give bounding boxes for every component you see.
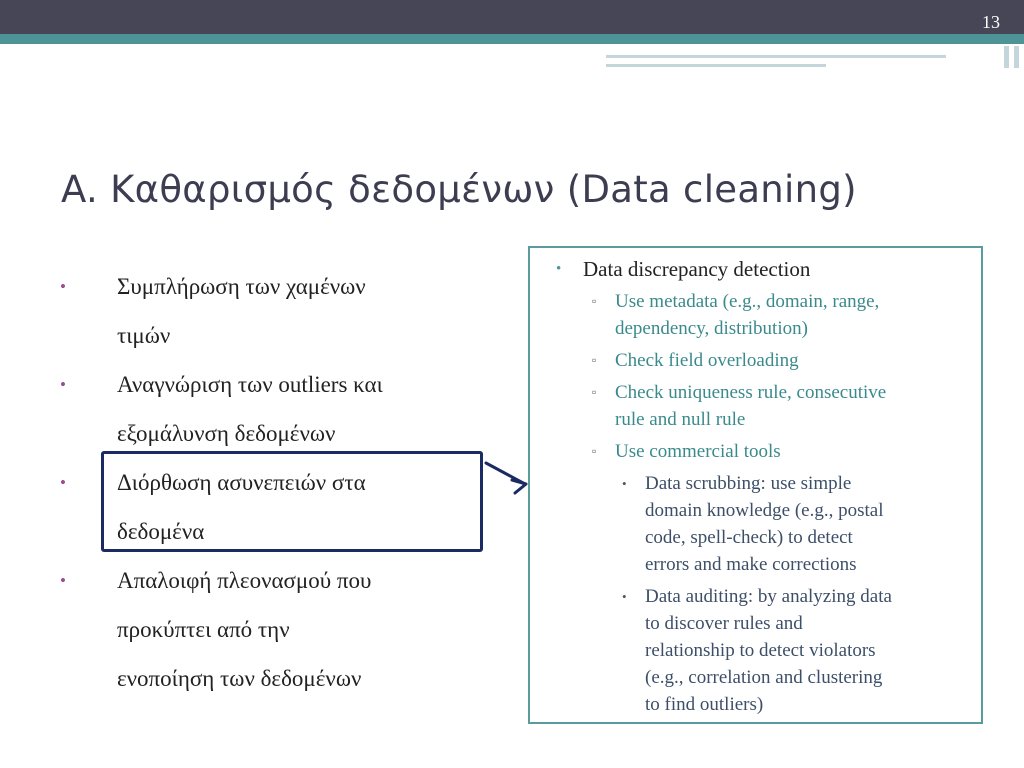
detail-item-line: dependency, distribution) xyxy=(615,318,808,339)
decorative-line xyxy=(606,64,826,67)
bullet-icon: • xyxy=(622,476,627,491)
list-item xyxy=(60,360,500,458)
detail-item-line: Check field overloading xyxy=(615,350,799,371)
list-item-line: εξομάλυνση δεδομένων xyxy=(117,421,336,446)
list-item xyxy=(60,262,500,360)
square-bullet-icon: ▫ xyxy=(592,444,597,458)
detail-subitem-line: Data auditing: by analyzing data xyxy=(645,586,892,607)
detail-subitem-line: Data scrubbing: use simple xyxy=(645,473,852,494)
detail-subitem-line: code, spell-check) to detect xyxy=(645,527,853,548)
list-item-line: δεδομένα xyxy=(117,519,205,544)
detail-subitem-line: domain knowledge (e.g., postal xyxy=(645,500,884,521)
list-item-line: Αναγνώριση των outliers και xyxy=(117,372,383,397)
header-band xyxy=(0,0,1024,34)
square-bullet-icon: ▫ xyxy=(592,385,597,399)
detail-item-line: Check uniqueness rule, consecutive xyxy=(615,382,887,403)
slide-number: 13 xyxy=(982,12,1000,32)
square-bullet-icon: ▫ xyxy=(592,294,597,308)
list-item-line: τιμών xyxy=(117,323,171,348)
decorative-line xyxy=(606,55,946,58)
detail-item xyxy=(530,288,971,342)
detail-item xyxy=(530,347,971,374)
detail-subitem-line: (e.g., correlation and clustering xyxy=(645,667,883,688)
list-item-line: Συμπλήρωση των χαμένων xyxy=(117,274,366,299)
detail-item xyxy=(530,379,971,433)
square-bullet-icon: ▫ xyxy=(592,353,597,367)
detail-subitem-line: errors and make corrections xyxy=(645,554,857,575)
bullet-icon: • xyxy=(60,277,66,296)
detail-subitem xyxy=(530,583,971,718)
bullet-icon: • xyxy=(60,375,66,394)
accent-band xyxy=(0,34,1024,44)
list-item-line: Διόρθωση ασυνεπειών στα xyxy=(117,470,366,495)
detail-subitem-line: to discover rules and xyxy=(645,613,803,634)
detail-item-line: rule and null rule xyxy=(615,409,746,430)
list-item-line: ενοποίηση των δεδομένων xyxy=(117,666,362,691)
detail-subitem-line: to find outliers) xyxy=(645,694,764,715)
details-box xyxy=(528,246,983,724)
detail-subitem-line: relationship to detect violators xyxy=(645,640,876,661)
bullet-icon: • xyxy=(60,571,66,590)
list-item-line: προκύπτει από την xyxy=(117,617,290,642)
bullet-icon: • xyxy=(622,589,627,604)
list-item-line: Απαλοιφή πλεονασμού που xyxy=(117,568,372,593)
detail-heading-text: Data discrepancy detection xyxy=(583,257,811,281)
detail-subitem xyxy=(530,470,971,578)
detail-heading xyxy=(530,256,971,282)
slide-title: A. Καθαρισμός δεδομένων (Data cleaning) xyxy=(61,168,857,211)
decorative-bar xyxy=(1004,46,1009,68)
detail-item-line: Use commercial tools xyxy=(615,441,781,462)
decorative-bar xyxy=(1014,46,1019,68)
highlight-box xyxy=(101,451,483,552)
detail-item-line: Use metadata (e.g., domain, range, xyxy=(615,291,880,312)
list-item xyxy=(60,556,500,703)
arrow-icon xyxy=(484,460,532,498)
bullet-icon: • xyxy=(60,473,66,492)
detail-item xyxy=(530,438,971,465)
bullet-icon: • xyxy=(556,261,562,277)
